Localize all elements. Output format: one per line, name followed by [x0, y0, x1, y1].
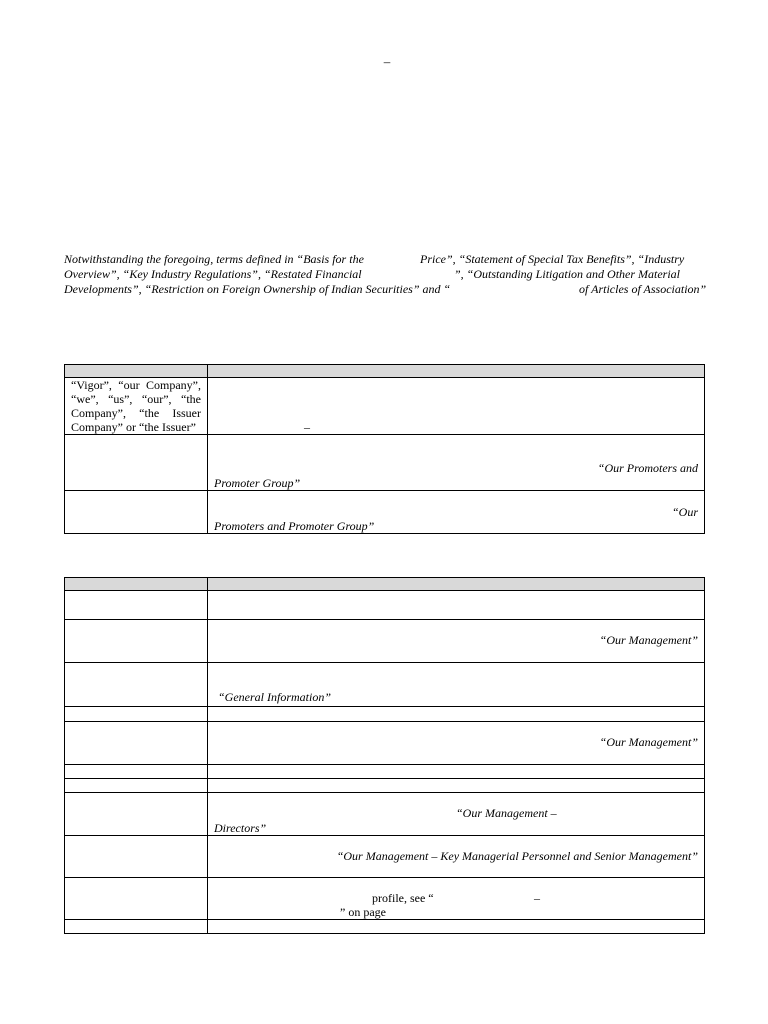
term-cell — [65, 378, 208, 435]
company-terms-table — [64, 364, 705, 534]
table-header-cell — [65, 365, 208, 378]
term-cell — [65, 920, 208, 934]
cross-reference: Promoter Group” — [214, 476, 301, 490]
cross-reference: “Our — [671, 505, 698, 519]
table-header-cell — [208, 365, 705, 378]
table-row — [65, 793, 705, 836]
term-line: “Vigor”, “our Company”, — [71, 378, 201, 392]
cross-reference: Promoters and Promoter Group” — [214, 519, 375, 533]
cross-reference: “Our Promoters and — [597, 461, 698, 475]
description-cell — [208, 920, 705, 934]
cross-reference: Directors” — [214, 821, 267, 835]
description-cell — [208, 435, 705, 491]
intro-line-1b: Price”, “Statement of Special Tax Benefits”, “Industry — [420, 252, 685, 266]
description-cell — [208, 878, 705, 920]
table-row — [65, 378, 705, 435]
term-cell — [65, 491, 208, 534]
term-cell — [65, 663, 208, 707]
term-cell — [65, 435, 208, 491]
table-row — [65, 435, 705, 491]
table-row — [65, 620, 705, 663]
table-row — [65, 707, 705, 722]
term-line: Company” or “the Issuer” — [71, 420, 196, 434]
table-row — [65, 491, 705, 534]
description-cell — [208, 620, 705, 663]
table-row — [65, 920, 705, 934]
term-cell — [65, 836, 208, 878]
intro-line-2b: ”, “Outstanding Litigation and Other Material — [454, 267, 681, 281]
description-dash: – — [534, 891, 540, 905]
table-header-cell — [65, 578, 208, 591]
table-header-row — [65, 578, 705, 591]
description-cell — [208, 793, 705, 836]
table-row — [65, 663, 705, 707]
header-dash: – — [383, 54, 391, 69]
term-cell — [65, 620, 208, 663]
intro-line-2a: Overview”, “Key Industry Regulations”, “Restated Financial — [64, 267, 362, 281]
term-cell — [65, 707, 208, 722]
table-row — [65, 779, 705, 793]
cross-reference: “Our Management – — [456, 806, 557, 820]
cross-reference: “Our Management – Key Managerial Personnel and Senior Management” — [336, 849, 698, 863]
table-row — [65, 722, 705, 765]
description-cell — [208, 779, 705, 793]
table-row — [65, 765, 705, 779]
term-cell — [65, 765, 208, 779]
description-text: ” on page — [340, 905, 386, 919]
cross-reference: “Our Management” — [599, 735, 698, 749]
intro-line-3a: Developments”, “Restriction on Foreign Ownership of Indian Securities” and “ — [64, 282, 451, 296]
description-text: profile, see “ — [372, 891, 434, 905]
term-line: “we”, “us”, “our”, “the — [71, 392, 201, 406]
term-cell — [65, 878, 208, 920]
table-row — [65, 836, 705, 878]
term-cell — [65, 779, 208, 793]
management-terms-table — [64, 577, 705, 934]
description-cell — [208, 378, 705, 435]
description-cell — [208, 491, 705, 534]
intro-line-1a: Notwithstanding the foregoing, terms defined in “Basis for the — [64, 252, 364, 266]
description-cell — [208, 663, 705, 707]
cross-reference: “Our Management” — [599, 633, 698, 647]
cross-reference: “General Information” — [218, 690, 332, 704]
term-line: Company”, “the Issuer — [71, 406, 201, 420]
description-dash: – — [304, 420, 310, 434]
table-row — [65, 878, 705, 920]
term-cell — [65, 591, 208, 620]
term-cell — [65, 722, 208, 765]
description-cell — [208, 591, 705, 620]
description-cell — [208, 765, 705, 779]
table-row — [65, 591, 705, 620]
intro-line-3b: of Articles of Association” — [579, 282, 707, 296]
description-cell — [208, 836, 705, 878]
description-cell — [208, 707, 705, 722]
description-cell — [208, 722, 705, 765]
table-header-row — [65, 365, 705, 378]
table-header-cell — [208, 578, 705, 591]
term-cell — [65, 793, 208, 836]
